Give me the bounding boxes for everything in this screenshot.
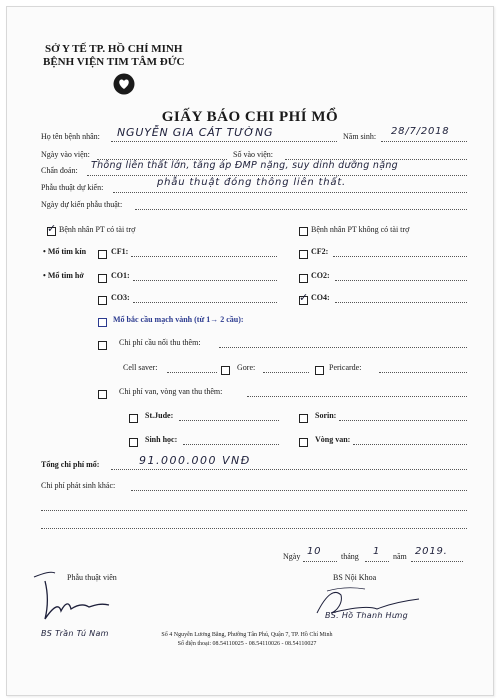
checkmark-icon: ✓	[47, 222, 57, 235]
open-heart-text: Mổ tim hở	[47, 271, 84, 280]
day-label: Ngày	[283, 552, 301, 561]
ring-line	[353, 444, 467, 445]
surgeon-title: Phẫu thuật viên	[67, 573, 117, 582]
bio-checkbox[interactable]	[129, 438, 138, 447]
pericarde-label: Pericarde:	[329, 363, 362, 372]
birth-year-label: Năm sinh:	[343, 132, 377, 141]
planned-surgery-label: Phẫu thuật dự kiến:	[41, 183, 104, 192]
heart-logo-icon	[111, 73, 137, 95]
sorin-checkbox[interactable]	[299, 414, 308, 423]
surgeon-name-text: BS Trần Tú Nam	[41, 629, 109, 638]
extra-bridge-line	[219, 347, 467, 348]
co4-label: CO4:	[311, 293, 330, 302]
total-line	[111, 469, 467, 470]
diagnosis-line	[87, 175, 467, 176]
ring-checkbox[interactable]	[299, 438, 308, 447]
day-line	[303, 561, 337, 562]
physician-name-text: BS. Hồ Thanh Hưng	[325, 611, 408, 620]
st-jude-label: St.Jude:	[145, 411, 174, 420]
extra-bridge-checkbox[interactable]	[98, 341, 107, 350]
co3-label: CO3:	[111, 293, 130, 302]
birth-year-value: 28/7/2018	[391, 126, 450, 137]
pericarde-line	[379, 372, 467, 373]
footer	[147, 631, 347, 649]
closed-heart-label: • Mổ tim kín	[43, 247, 87, 256]
patient-name-value: NGUYỄN GIA CÁT TƯỜNG	[117, 126, 274, 139]
year-label: năm	[393, 552, 407, 561]
surgeon-signature	[29, 567, 129, 627]
cf2-line	[333, 256, 467, 257]
admission-date-label: Ngày vào viện:	[41, 150, 90, 159]
ring-label: Vòng van:	[315, 435, 351, 444]
admission-number-label: Số vào viện:	[233, 150, 273, 159]
co4-line	[335, 302, 467, 303]
co1-checkbox[interactable]	[98, 274, 107, 283]
st-jude-checkbox[interactable]	[129, 414, 138, 423]
not-sponsored-checkbox[interactable]	[299, 227, 308, 236]
co2-label: CO2:	[311, 271, 330, 280]
co3-line	[133, 302, 277, 303]
other-costs-label: Chi phí phát sinh khác:	[41, 481, 116, 490]
month-line	[365, 561, 389, 562]
cf2-label: CF2:	[311, 247, 329, 256]
co3-checkbox[interactable]	[98, 296, 107, 305]
department-name: SỞ Y TẾ TP. HỒ CHÍ MINH	[44, 43, 183, 55]
other-costs-line-1	[131, 490, 467, 491]
st-jude-line	[179, 420, 279, 421]
planned-surgery-line	[113, 192, 467, 193]
bio-label: Sinh học:	[145, 435, 178, 444]
cell-saver-checkbox[interactable]	[221, 366, 230, 375]
year-line	[411, 561, 463, 562]
planned-surgery-value: phẫu thuật đóng thông liên thất.	[157, 177, 347, 188]
diagnosis-value: Thông liên thất lớn, tăng áp ĐMP nặng, suy dinh dưỡng nặng	[91, 160, 398, 171]
physician-name	[325, 611, 408, 620]
cell-saver-line	[167, 372, 217, 373]
open-heart-label: • Mổ tim hở	[43, 271, 84, 280]
closed-heart-text: Mổ tim kín	[47, 247, 87, 256]
cell-saver-label: Cell saver:	[123, 363, 158, 372]
cf2-checkbox[interactable]	[299, 250, 308, 259]
total-label: Tổng chi phí mổ:	[41, 460, 100, 469]
form-title: GIẤY BÁO CHI PHÍ MỔ	[161, 109, 339, 125]
cf1-line	[131, 256, 277, 257]
diagnosis-label: Chẩn đoán:	[41, 166, 78, 175]
patient-name-line	[111, 141, 337, 142]
gore-label: Gore:	[237, 363, 256, 372]
gore-checkbox[interactable]	[315, 366, 324, 375]
co2-line	[335, 280, 467, 281]
extra-bridge-label: Chi phí cầu nối thu thêm:	[119, 338, 201, 347]
valve-extra-label: Chi phí van, vòng van thu thêm:	[119, 387, 223, 396]
footer-phone: Số điện thoại: 08.54110025 - 08.54110026 - 08.54110027	[177, 641, 317, 647]
cabg-checkbox[interactable]	[98, 318, 107, 327]
sponsored-label: Bệnh nhân PT có tài trợ	[59, 225, 136, 234]
month-value: 1	[373, 546, 381, 557]
sorin-line	[339, 420, 467, 421]
cf1-checkbox[interactable]	[98, 250, 107, 259]
month-label: tháng	[341, 552, 359, 561]
cabg-label: Mổ bắc cầu mạch vành (từ 1→ 2 cầu):	[113, 315, 244, 324]
other-costs-line-3	[41, 528, 467, 529]
co2-checkbox[interactable]	[299, 274, 308, 283]
patient-name-label: Họ tên bệnh nhân:	[41, 132, 100, 141]
hospital-name: BỆNH VIỆN TIM TÂM ĐỨC	[43, 56, 185, 68]
planned-date-line	[135, 209, 467, 210]
footer-address: Số 4 Nguyễn Lương Bằng, Phường Tân Phú, Quận 7, TP. Hồ Chí Minh	[161, 632, 333, 638]
valve-extra-checkbox[interactable]	[98, 390, 107, 399]
bio-line	[183, 444, 279, 445]
day-value: 10	[307, 546, 322, 557]
checkmark-icon: ✓	[299, 291, 309, 304]
cf1-label: CF1:	[111, 247, 129, 256]
hospital-header	[43, 43, 184, 69]
form-page	[6, 6, 494, 696]
gore-line	[263, 372, 309, 373]
birth-year-line	[381, 141, 467, 142]
co1-label: CO1:	[111, 271, 130, 280]
total-value: 91.000.000 VNĐ	[139, 454, 251, 467]
physician-title: BS Nội Khoa	[333, 573, 377, 582]
year-value: 2019.	[415, 546, 448, 557]
other-costs-line-2	[41, 510, 467, 511]
planned-date-label: Ngày dự kiến phẫu thuật:	[41, 200, 123, 209]
surgeon-name	[41, 629, 109, 638]
valve-extra-line	[247, 396, 467, 397]
co1-line	[133, 280, 277, 281]
not-sponsored-label: Bệnh nhân PT không có tài trợ	[311, 225, 410, 234]
sorin-label: Sorin:	[315, 411, 337, 420]
